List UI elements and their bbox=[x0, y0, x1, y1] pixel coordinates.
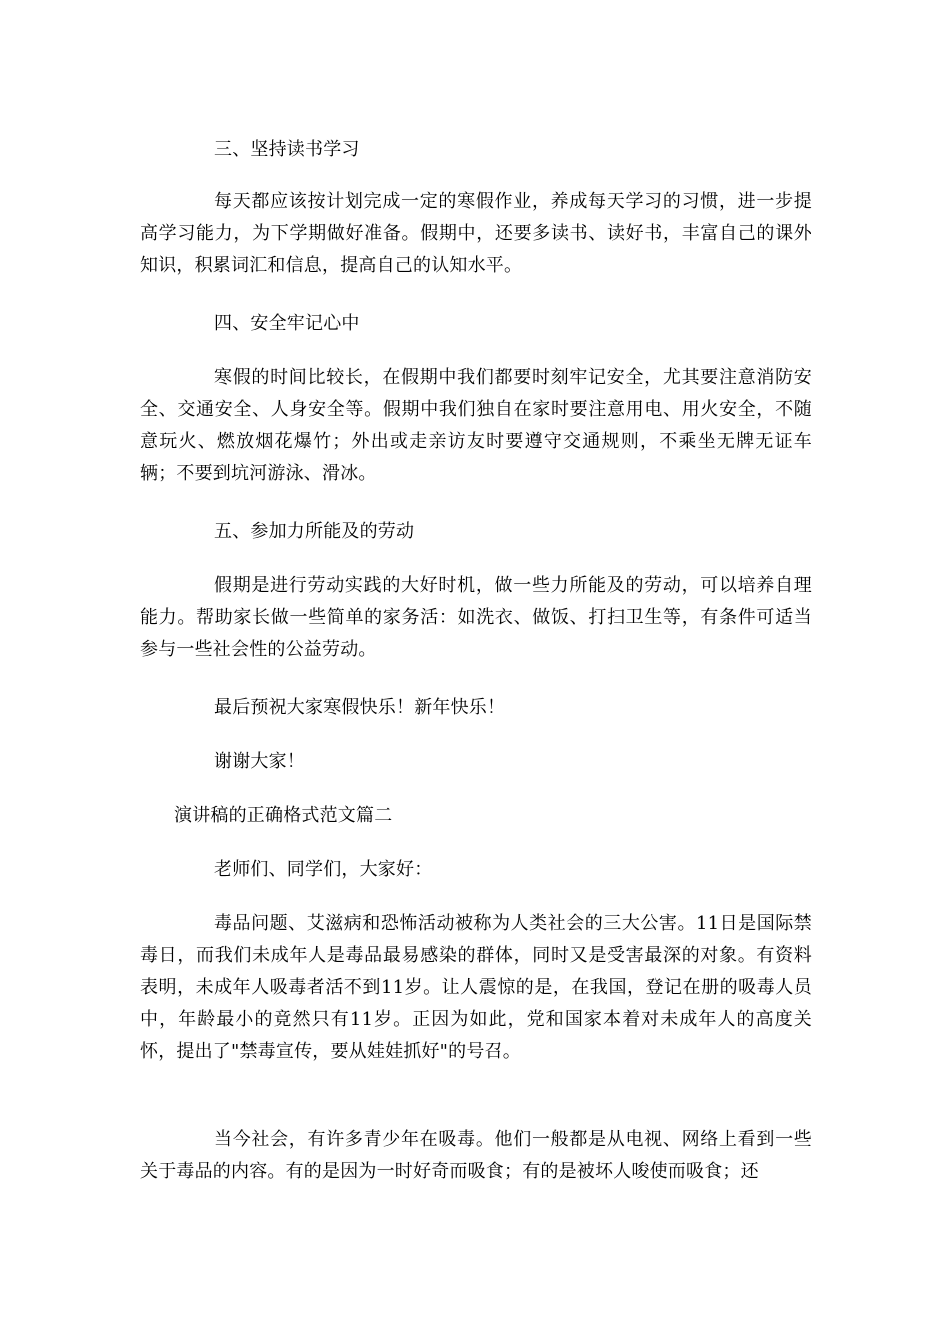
closing-thanks: 谢谢大家！ bbox=[214, 751, 305, 772]
section-heading-reading: 三、坚持读书学习 bbox=[214, 139, 360, 160]
closing-wish: 最后预祝大家寒假快乐！新年快乐！ bbox=[214, 697, 506, 718]
speech-greeting: 老师们、同学们，大家好： bbox=[214, 859, 433, 880]
paragraph-labor: 假期是进行劳动实践的大好时机，做一些力所能及的劳动，可以培养自理能力。帮助家长做一些简单的家务活：如洗衣、做饭、打扫卫生等，有条件可适当参与一些社会性的公益劳动。 bbox=[140, 575, 812, 660]
section-heading-safety: 四、安全牢记心中 bbox=[214, 313, 360, 334]
speech-title: 演讲稿的正确格式范文篇二 bbox=[174, 805, 393, 826]
paragraph-drug-problem: 毒品问题、艾滋病和恐怖活动被称为人类社会的三大公害。11日是国际禁毒日，而我们未成年人是毒品最易感染的群体，同时又是受害最深的对象。有资料表明，未成年人吸毒者活不到11岁。让人震惊的是，在我国，登记在册的吸毒人员中，年龄最小的竟然只有11岁。正因为如此，党和国家本着对未成年人的高度关怀，提出了"禁毒宣传，要从娃娃抓好"的号召。 bbox=[140, 913, 812, 1062]
paragraph-safety: 寒假的时间比较长，在假期中我们都要时刻牢记安全，尤其要注意消防安全、交通安全、人身安全等。假期中我们独自在家时要注意用电、用火安全，不随意玩火、燃放烟花爆竹；外出或走亲访友时要遵守交通规则，不乘坐无牌无证车辆；不要到坑河游泳、滑冰。 bbox=[140, 367, 812, 484]
paragraph-youth-drugs: 当今社会，有许多青少年在吸毒。他们一般都是从电视、网络上看到一些关于毒品的内容。有的是因为一时好奇而吸食；有的是被坏人唆使而吸食；还 bbox=[140, 1129, 812, 1182]
section-heading-labor: 五、参加力所能及的劳动 bbox=[214, 521, 415, 542]
paragraph-reading: 每天都应该按计划完成一定的寒假作业，养成每天学习的习惯，进一步提高学习能力，为下学期做好准备。假期中，还要多读书、读好书，丰富自己的课外知识，积累词汇和信息，提高自己的认知水平。 bbox=[140, 191, 812, 276]
